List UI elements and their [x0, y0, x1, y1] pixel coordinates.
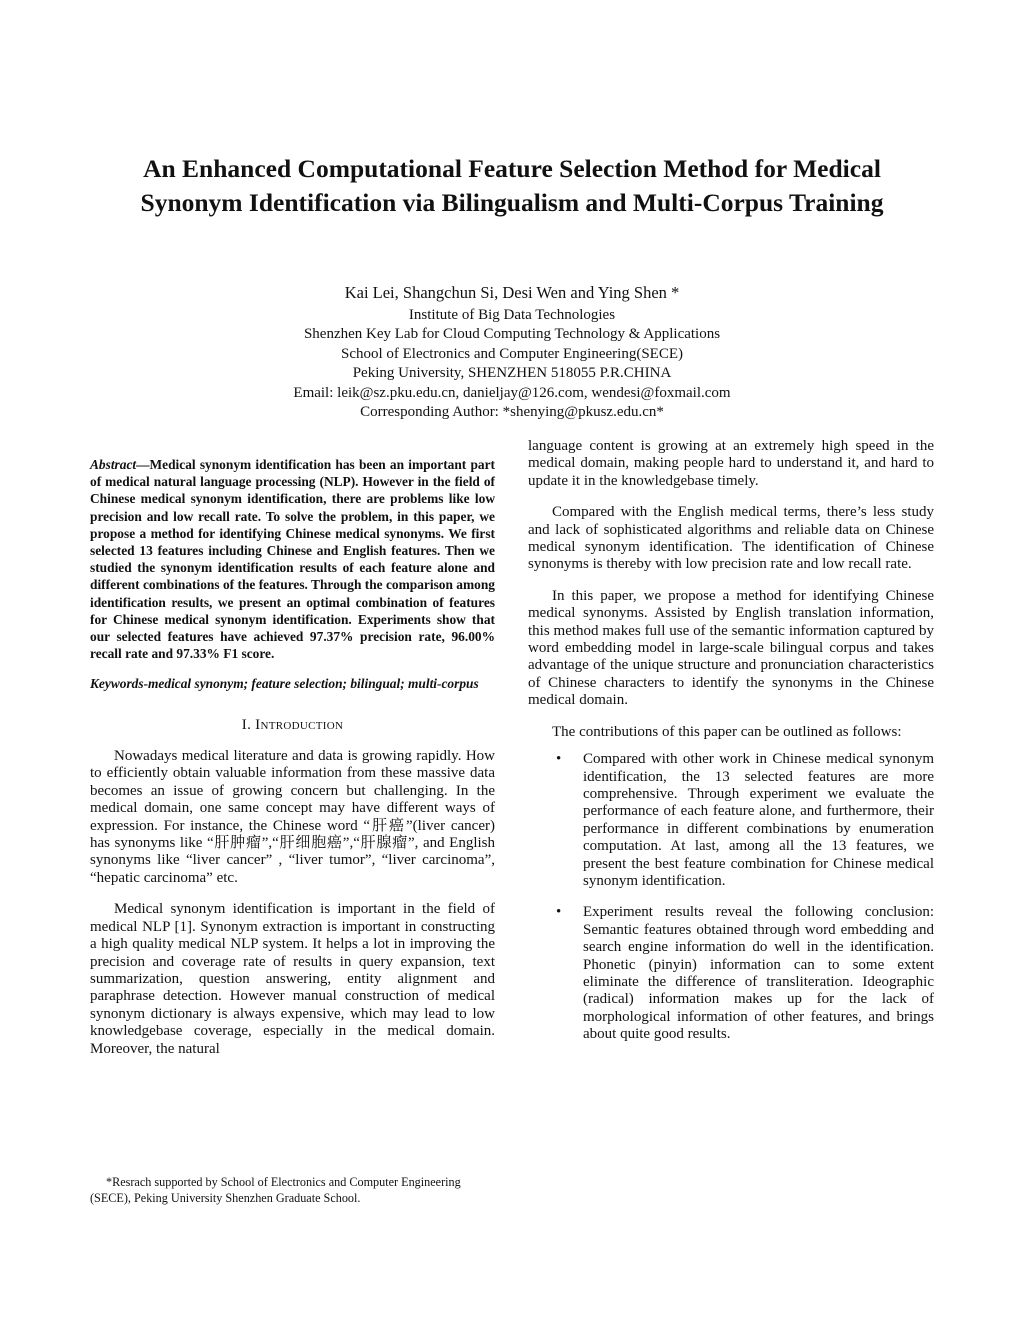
- list-item: [528, 751, 934, 890]
- intro-paragraph-continued: language content is growing at an extremely high speed in the medical domain, making people hard to understand it, and hard to update it in the knowledgebase timely.: [528, 438, 934, 489]
- keywords: Keywords-medical synonym; feature selection; bilingual; multi-corpus: [90, 676, 479, 692]
- affiliation-line: Peking University, SHENZHEN 518055 P.R.CHINA: [352, 365, 672, 382]
- intro-paragraph-2: Medical synonym identification is important in the field of medical NLP [1]. Synonym extraction is important in constructing a high quality medical NLP system. It helps a lot in improving the precision and coverage rate of results in query expansion, text summarization, question answering, entity alignment and paraphrase detection. However manual construction of medical synonym dictionary is always expensive, which may lead to low knowledgebase coverage, especially in the medical domain. Moreover, the natural: [90, 901, 495, 1057]
- paper-title: [60, 152, 964, 220]
- footnote: [90, 1174, 495, 1206]
- list-item-text: Compared with other work in Chinese medical synonym identification, the 13 selected features are more comprehensive. Through experiment we evaluate the performance of each feature alone, and furthermore, their performance in different combinations by enumeration computation. At last, among all the 13 features, we present the best feature combination for Chinese medical synonym identification.: [583, 751, 934, 889]
- intro-paragraph-1: Nowadays medical literature and data is growing rapidly. How to efficiently obtain valuable information from these massive data becomes an issue of growing concern but challenging. In the medical domain, one same concept may have different ways of expression. For instance, the Chinese word “肝癌”(liver cancer) has synonyms like “肝肿瘤”,“肝细胞癌”,“肝腺瘤”, and English synonyms like “liver cancer” , “liver tumor”, “liver carcinoma”, “hepatic carcinoma” etc.: [90, 748, 495, 886]
- title-line-2: Synonym Identification via Bilingualism and Multi-Corpus Training: [140, 188, 884, 217]
- abstract: [90, 456, 495, 662]
- affiliation-line: School of Electronics and Computer Engineering(SECE): [340, 345, 683, 362]
- section-heading-introduction: I. Introduction: [241, 716, 344, 733]
- intro-paragraph-3: Compared with the English medical terms, there’s less study and lack of sophisticated algorithms and reliable data on Chinese medical synonym identification. The identification of Chinese synonyms is thereby with low precision rate and low recall rate.: [528, 504, 934, 573]
- corresponding-author-line: Corresponding Author: *shenying@pkusz.edu.cn*: [360, 404, 664, 421]
- abstract-text: —Medical synonym identification has been an important part of medical natural language processing (NLP). However in the field of Chinese medical synonym identification, there are problems like low precision and low recall rate. To solve the problem, in this paper, we propose a method for identifying Chinese medical synonyms. We first selected 13 features including Chinese and English features. Then we studied the synonym identification results of each feature alone and different combinations of the features. Through the comparison among identification results, we present an optimal combination of features for Chinese medical synonym identification. Experiments show that our selected features have achieved 97.37% precision rate, 96.00% recall rate and 97.33% F1 score.: [90, 457, 495, 662]
- bullet-icon: •: [556, 904, 562, 921]
- list-item-text: Experiment results reveal the following conclusion: Semantic features obtained through word embedding and search engine information do well in the identification. Phonetic (pinyin) information can to some extent eliminate the difference of transliteration. Ideographic (radical) information makes up for the lack of morphological information of other features, and brings about quite good results.: [583, 904, 934, 1043]
- left-column: [90, 456, 495, 1058]
- bullet-icon: •: [556, 751, 562, 768]
- contributions-intro: The contributions of this paper can be outlined as follows:: [552, 723, 902, 740]
- title-line-1: An Enhanced Computational Feature Selection Method for Medical: [143, 154, 881, 183]
- list-item: [528, 904, 934, 1043]
- footnote-text: *Resrach supported by School of Electronics and Computer Engineering (SECE), Peking University Shenzhen Graduate School.: [90, 1175, 461, 1205]
- intro-paragraph-4: In this paper, we propose a method for identifying Chinese medical synonyms. Assisted by English translation information, this method makes full use of the semantic information captured by word embedding model in large-scale bilingual corpus and takes advantage of the unique structure and pronunciation characteristics of Chinese characters to identify the synonyms in the Chinese medical domain.: [528, 587, 934, 709]
- abstract-label: Abstract: [90, 457, 137, 472]
- affiliation-line: Institute of Big Data Technologies: [408, 307, 616, 323]
- author-list: Kai Lei, Shangchun Si, Desi Wen and Ying Shen *: [344, 283, 680, 302]
- affiliation-email-line: Email: leik@sz.pku.edu.cn, danieljay@126.com, wendesi@foxmail.com: [293, 384, 731, 401]
- affiliation-block: [60, 306, 964, 422]
- right-column: [528, 438, 934, 1058]
- contributions-list: [528, 751, 934, 1044]
- affiliation-line: Shenzhen Key Lab for Cloud Computing Technology & Applications: [303, 326, 721, 343]
